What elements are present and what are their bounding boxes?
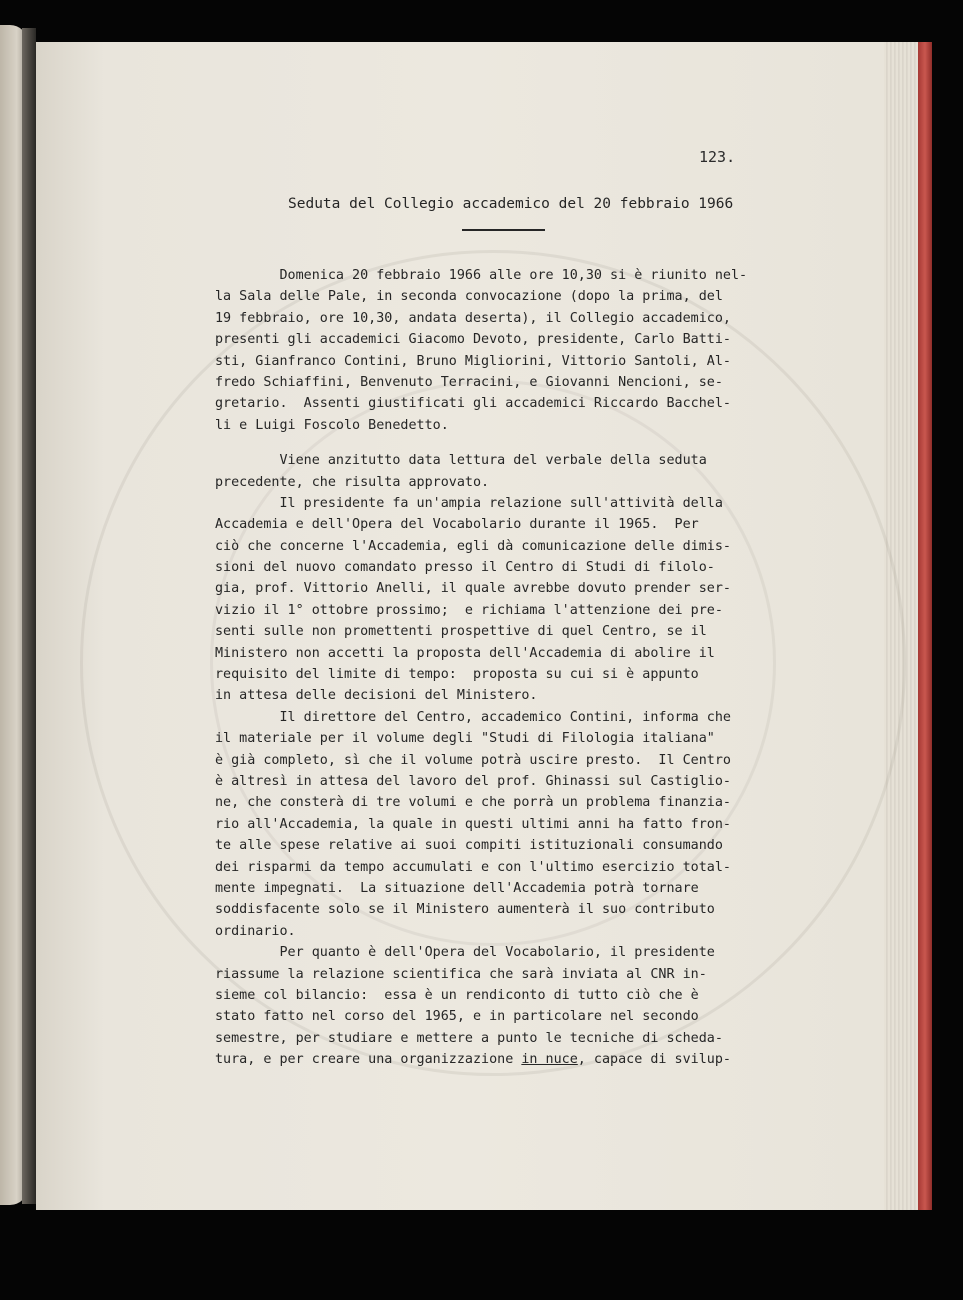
text-line: Domenica 20 febbraio 1966 alle ore 10,30 si è riunito nel- (215, 268, 748, 283)
text-line: Viene anzitutto data lettura del verbale della seduta (215, 453, 707, 469)
text-line: rio all'Accademia, la quale in questi ultimi anni ha fatto fron- (215, 816, 731, 832)
text-line: Il direttore del Centro, accademico Contini, informa che (215, 709, 731, 725)
text-line: il materiale per il volume degli "Studi di Filologia italiana" (215, 731, 715, 747)
text-line: li e Luigi Foscolo Benedetto. (215, 417, 449, 433)
text-line: ordinario. (215, 923, 296, 939)
text-line: semestre, per studiare e mettere a punto le tecniche di scheda- (215, 1030, 723, 1046)
text-line: Ministero non accetti la proposta dell'Accademia di abolire il (215, 645, 715, 661)
text-before-emphasis: tura, e per creare una organizzazione (215, 1052, 522, 1068)
text-line: mente impegnati. La situazione dell'Accademia potrà tornare (215, 880, 699, 896)
text-line: la Sala delle Pale, in seconda convocazione (dopo la prima, del (215, 289, 723, 305)
book-gutter (22, 28, 36, 1204)
red-cover-edge (918, 42, 932, 1210)
text-line: ne, che consterà di tre volumi e che porrà un problema finanzia- (215, 795, 731, 811)
text-line: vizio il 1° ottobre prossimo; e richiama l'attenzione dei pre- (215, 602, 723, 618)
text-line: gretario. Assenti giustificati gli accademici Riccardo Bacchel- (215, 396, 731, 412)
text-line: sieme col bilancio: essa è un rendiconto di tutto ciò che è (215, 987, 699, 1003)
text-line: fredo Schiaffini, Benvenuto Terracini, e Giovanni Nencioni, se- (215, 374, 723, 390)
text-line: gia, prof. Vittorio Anelli, il quale avrebbe dovuto prender ser- (215, 581, 731, 597)
text-line: te alle spese relative ai suoi compiti istituzionali consumando (215, 838, 723, 854)
underlined-phrase: in nuce (521, 1052, 578, 1068)
text-line: senti sulle non promettenti prospettive di quel Centro, se il (215, 624, 707, 640)
text-line: stato fatto nel corso del 1965, e in particolare nel secondo (215, 1009, 699, 1025)
body-text (215, 265, 805, 1070)
text-line: Il presidente fa un'ampia relazione sull'attività della (215, 495, 723, 511)
text-line: in attesa delle decisioni del Ministero. (215, 688, 538, 704)
text-line: Per quanto è dell'Opera del Vocabolario, il presidente (215, 945, 715, 961)
paragraph-1 (215, 265, 805, 436)
text-after-emphasis: , capace di svilup- (577, 1052, 731, 1068)
text-line: è già completo, sì che il volume potrà uscire presto. Il Centro (215, 752, 731, 768)
text-line: presenti gli accademici Giacomo Devoto, presidente, Carlo Batti- (215, 332, 731, 348)
text-line: ciò che concerne l'Accademia, egli dà comunicazione delle dimis- (215, 538, 731, 554)
text-line-last (215, 1049, 805, 1070)
text-line: requisito del limite di tempo: proposta su cui si è appunto (215, 667, 699, 683)
text-line: dei risparmi da tempo accumulati e con l'ultimo esercizio total- (215, 859, 731, 875)
paragraph-gap (215, 436, 805, 450)
text-line: è altresì in attesa del lavoro del prof. Ghinassi sul Castiglio- (215, 773, 731, 789)
text-line: sioni del nuovo comandato presso il Centro di Studi di filolo- (215, 560, 715, 576)
text-line: riassume la relazione scientifica che sarà inviata al CNR in- (215, 966, 707, 982)
paragraph-2 (215, 450, 805, 1049)
page-title: Seduta del Collegio accademico del 20 febbraio 1966 (288, 196, 734, 212)
text-line: Accademia e dell'Opera del Vocabolario durante il 1965. Per (215, 517, 699, 533)
page-number: 123. (699, 148, 736, 166)
text-line: precedente, che risulta approvato. (215, 474, 490, 490)
text-line: soddisfacente solo se il Ministero aumenterà il suo contributo (215, 902, 715, 918)
text-line: 19 febbraio, ore 10,30, andata deserta), il Collegio accademico, (215, 310, 731, 326)
title-underline (462, 229, 545, 231)
text-line: sti, Gianfranco Contini, Bruno Migliorini, Vittorio Santoli, Al- (215, 353, 731, 369)
